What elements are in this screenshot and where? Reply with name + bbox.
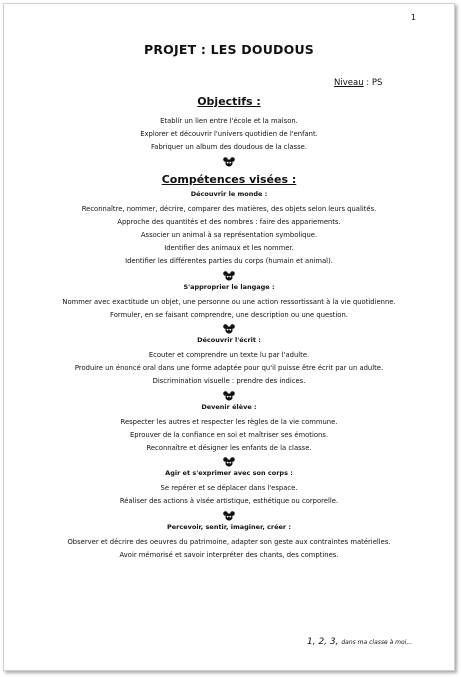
competence-line: Discrimination visuelle : prendre des indices. [152,377,306,386]
competence-line: Se repérer et se déplacer dans l'espace. [160,484,298,493]
niveau-line [334,78,382,88]
section-title-eleve: Devenir élève : [201,402,257,411]
section-title-langage: S'approprier le langage : [183,282,275,291]
objectifs-list [4,115,454,155]
mouse-head-icon [223,457,235,467]
section-title-percevoir: Percevoir, sentir, imaginer, créer : [166,522,291,531]
footer-signature [307,637,412,647]
signature-text: dans ma classe à moi... [341,639,413,646]
competences-heading: Compétences visées : [161,172,297,186]
page-title: PROJET : LES DOUDOUS [144,42,314,57]
competence-line: Avoir mémorisé et savoir interpréter des chants, des comptines. [119,550,339,559]
objectifs-heading: Objectifs : [197,95,261,108]
mouse-head-icon [223,157,235,167]
competence-line: Reconnaître, nommer, décrire, comparer des matières, des objets selon leurs qualités. [81,204,377,213]
objectif-line: Fabriquer un album des doudous de la classe. [151,143,307,152]
competence-line: Reconnaître et désigner les enfants de la classe. [146,444,312,453]
objectif-line: Explorer et découvrir l'univers quotidien de l'enfant. [140,130,318,139]
mouse-head-icon [223,271,235,281]
competence-line: Associer un animal à sa représentation symbolique. [140,231,318,240]
niveau-label: Niveau [334,78,364,88]
section-title-corps: Agir et s'exprimer avec son corps : [165,469,293,478]
mouse-head-icon [223,324,235,334]
competence-line: Nommer avec exactitude un objet, une personne ou une action ressortissant à la vie quotidienne. [62,297,396,306]
competence-line: Formuler, en se faisant comprendre, une description ou une question. [110,310,348,319]
page-number: 1 [410,13,416,22]
competence-line: Respecter les autres et respecter les règles de la vie commune. [120,417,338,426]
competence-line: Identifier les différentes parties du corps (humain et animal). [125,257,333,266]
competence-line: Produire un énoncé oral dans une forme adaptée pour qu'il puisse être écrit par un adulte. [74,364,384,373]
competence-line: Approche des quantités et des nombres : faire des appariements. [117,217,341,226]
competence-line: Ecouter et comprendre un texte lu par l'adulte. [148,351,310,360]
niveau-value: : PS [363,78,383,88]
section-title-decouvrir-monde: Découvrir le monde : [190,189,268,198]
objectif-line: Etablir un lien entre l'école et la maison. [160,117,298,125]
competence-line: Observer et décrire des oeuvres du patrimoine, adapter son geste aux contraintes matérielles. [67,537,391,546]
competence-line: Identifier des animaux et les nommer. [164,244,294,253]
mouse-head-icon [223,511,235,521]
section-title-ecrit: Découvrir l'écrit : [197,336,261,345]
content [4,96,454,562]
competence-line: Réaliser des actions à visée artistique, esthétique ou corporelle. [119,497,339,506]
competence-line: Eprouver de la confiance en soi et maîtriser ses émotions. [130,430,328,439]
document-page [3,3,455,671]
mouse-head-icon [223,391,235,401]
signature-numbers: 1, 2, 3, [307,637,339,647]
